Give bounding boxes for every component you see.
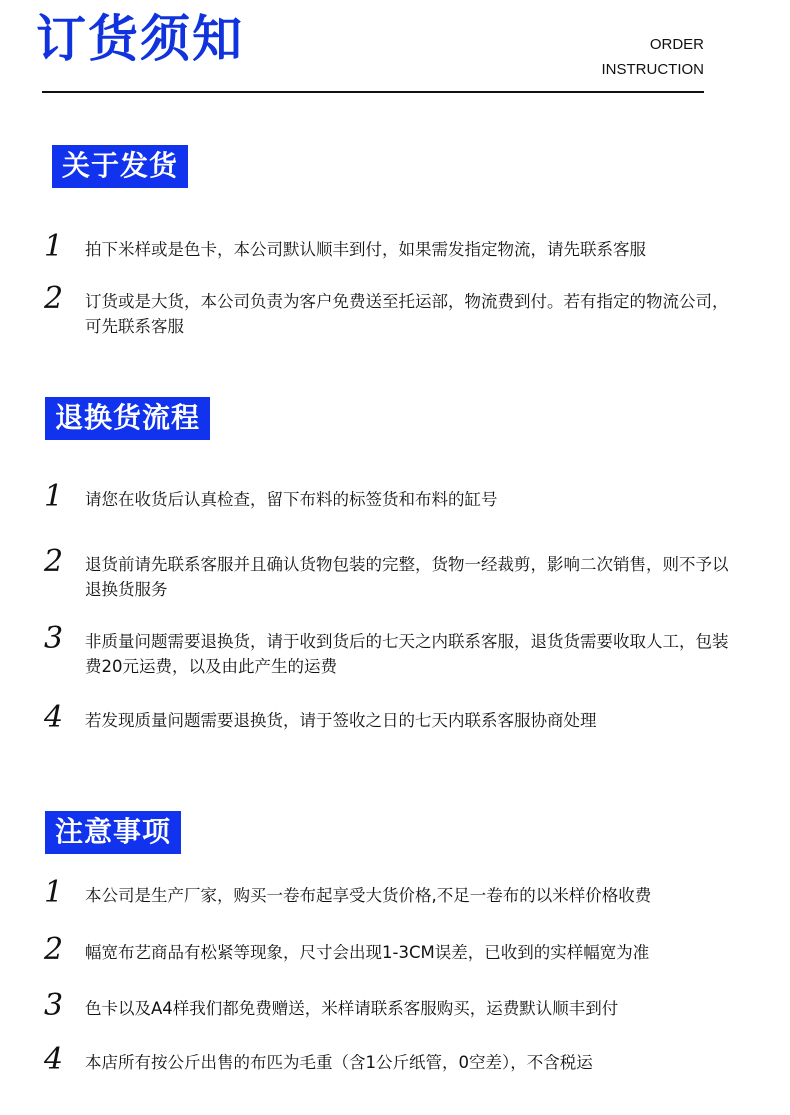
item-text: 订货或是大货，本公司负责为客户免费送至托运部，物流费到付。若有指定的物流公司，可先联系客服 [85, 292, 729, 336]
item-number: 2 [44, 281, 64, 316]
item-text: 本店所有按公斤出售的布匹为毛重（含1公斤纸管，0空差），不含税运 [85, 1053, 593, 1072]
item-text: 幅宽布艺商品有松紧等现象，尺寸会出现1-3CM误差，已收到的实样幅宽为准 [85, 943, 650, 962]
item-number: 1 [44, 479, 64, 514]
item-number: 1 [44, 229, 64, 264]
english-subtitle-line1: ORDER [649, 36, 704, 53]
item-text: 若发现质量问题需要退换货，请于签收之日的七天内联系客服协商处理 [85, 711, 597, 730]
item-number: 2 [44, 932, 64, 967]
item-text: 非质量问题需要退换货，请于收到货后的七天之内联系客服，退货货需要收取人工，包装费20元运费，以及由此产生的运费 [85, 632, 729, 676]
item-number: 3 [44, 621, 64, 656]
item-number: 1 [44, 875, 64, 910]
section-title-notes: 注意事项 [45, 811, 181, 854]
header-divider [42, 91, 704, 93]
item-number: 4 [44, 700, 64, 735]
item-text: 请您在收货后认真检查，留下布料的标签货和布料的缸号 [85, 490, 498, 509]
item-text: 退货前请先联系客服并且确认货物包装的完整，货物一经裁剪，影响二次销售，则不予以退换货服务 [85, 555, 729, 599]
section-title-shipping: 关于发货 [52, 145, 188, 188]
section-title-returns: 退换货流程 [45, 397, 210, 440]
item-number: 2 [44, 544, 64, 579]
english-subtitle [602, 32, 705, 82]
item-number: 3 [44, 988, 64, 1023]
item-text: 本公司是生产厂家，购买一卷布起享受大货价格,不足一卷布的以米样价格收费 [85, 886, 652, 905]
english-subtitle-line2: INSTRUCTION [601, 61, 704, 78]
item-text: 拍下米样或是色卡，本公司默认顺丰到付，如果需发指定物流，请先联系客服 [85, 240, 646, 259]
item-text: 色卡以及A4样我们都免费赠送，米样请联系客服购买，运费默认顺丰到付 [85, 999, 619, 1018]
item-number: 4 [44, 1042, 64, 1077]
page-title: 订货须知 [36, 10, 244, 68]
